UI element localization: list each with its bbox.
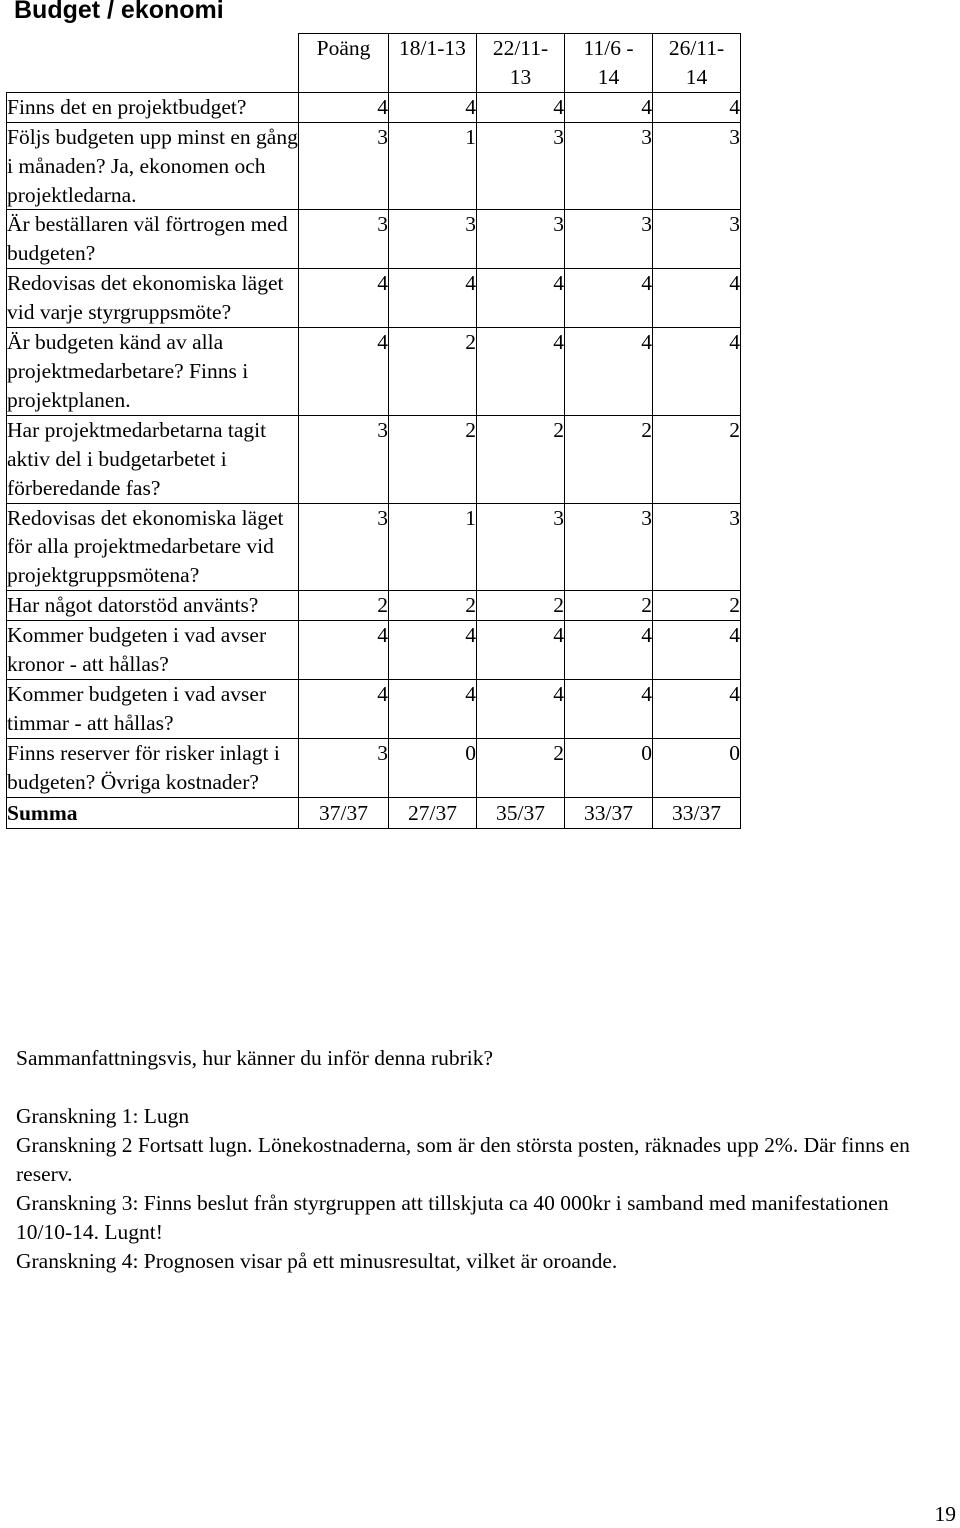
page-title: Budget / ekonomi xyxy=(14,0,224,24)
score-cell: 2 xyxy=(653,591,741,621)
score-cell: 4 xyxy=(477,92,565,122)
score-cell: 3 xyxy=(477,210,565,269)
sum-row xyxy=(7,797,741,828)
score-cell: 4 xyxy=(653,679,741,738)
score-cell: 4 xyxy=(653,92,741,122)
table-row xyxy=(7,503,741,591)
header-cell xyxy=(653,34,741,93)
header-cell xyxy=(389,34,477,93)
score-cell: 1 xyxy=(389,503,477,591)
question-cell: Har något datorstöd använts? xyxy=(7,591,299,621)
question-header-cell xyxy=(7,34,299,93)
header-label-cont: 14 xyxy=(597,64,620,89)
table-row xyxy=(7,415,741,503)
score-cell: 3 xyxy=(299,122,389,210)
score-cell: 4 xyxy=(299,92,389,122)
score-cell: 2 xyxy=(565,415,653,503)
table-header-row xyxy=(7,34,741,93)
score-cell: 3 xyxy=(299,415,389,503)
table-row xyxy=(7,621,741,680)
score-cell: 4 xyxy=(389,679,477,738)
score-cell: 4 xyxy=(477,621,565,680)
header-label: 22/11- xyxy=(492,36,549,60)
score-cell: 3 xyxy=(653,210,741,269)
summary-question: Sammanfattningsvis, hur känner du inför denna rubrik? xyxy=(16,1046,494,1070)
header-label: Poäng xyxy=(316,36,371,60)
score-cell: 4 xyxy=(477,679,565,738)
header-label-cont: 14 xyxy=(685,64,708,89)
page-number: 19 xyxy=(934,1502,956,1526)
header-label: 18/1-13 xyxy=(399,36,466,60)
sum-cell: 27/37 xyxy=(389,797,477,828)
score-cell: 4 xyxy=(565,269,653,328)
score-cell: 4 xyxy=(565,679,653,738)
score-cell: 4 xyxy=(653,621,741,680)
score-cell: 2 xyxy=(299,591,389,621)
table-row xyxy=(7,328,741,416)
score-cell: 2 xyxy=(477,738,565,797)
question-cell: Är budgeten känd av alla projektmedarbetare? Finns i projektplanen. xyxy=(7,328,299,416)
review-item: Granskning 1: Lugn xyxy=(16,1104,190,1128)
score-cell: 3 xyxy=(565,503,653,591)
score-cell: 3 xyxy=(299,503,389,591)
table-row xyxy=(7,738,741,797)
score-cell: 4 xyxy=(565,621,653,680)
score-cell: 4 xyxy=(389,621,477,680)
score-cell: 2 xyxy=(565,591,653,621)
sum-label: Summa xyxy=(7,797,299,828)
table-row xyxy=(7,269,741,328)
header-label: 26/11- xyxy=(668,36,725,60)
score-cell: 4 xyxy=(477,328,565,416)
question-cell: Följs budgeten upp minst en gång i månaden? Ja, ekonomen och projektledarna. xyxy=(7,122,299,210)
score-cell: 0 xyxy=(653,738,741,797)
score-cell: 2 xyxy=(477,415,565,503)
table-row xyxy=(7,591,741,621)
score-cell: 4 xyxy=(299,328,389,416)
sum-cell: 33/37 xyxy=(565,797,653,828)
sum-cell: 35/37 xyxy=(477,797,565,828)
header-cell xyxy=(477,34,565,93)
question-cell: Har projektmedarbetarna tagit aktiv del i budgetarbetet i förberedande fas? xyxy=(7,415,299,503)
review-item: Granskning 4: Prognosen visar på ett minusresultat, vilket är oroande. xyxy=(16,1249,618,1273)
score-cell: 0 xyxy=(389,738,477,797)
score-cell: 3 xyxy=(477,122,565,210)
question-cell: Redovisas det ekonomiska läget vid varje styrgruppsmöte? xyxy=(7,269,299,328)
table-row xyxy=(7,122,741,210)
budget-table xyxy=(6,33,741,829)
review-item: Granskning 2 Fortsatt lugn. Lönekostnaderna, som är den största posten, räknades upp 2%. Där finns en reserv. xyxy=(16,1133,910,1186)
score-cell: 2 xyxy=(477,591,565,621)
score-cell: 3 xyxy=(565,210,653,269)
score-cell: 4 xyxy=(299,621,389,680)
question-cell: Redovisas det ekonomiska läget för alla projektmedarbetare vid projektgruppsmötena? xyxy=(7,503,299,591)
question-cell: Finns det en projektbudget? xyxy=(7,92,299,122)
header-cell xyxy=(565,34,653,93)
table-row xyxy=(7,92,741,122)
score-cell: 4 xyxy=(653,269,741,328)
score-cell: 4 xyxy=(299,679,389,738)
score-cell: 2 xyxy=(389,591,477,621)
score-cell: 2 xyxy=(389,328,477,416)
table-row xyxy=(7,679,741,738)
score-cell: 4 xyxy=(565,328,653,416)
score-cell: 2 xyxy=(389,415,477,503)
score-cell: 0 xyxy=(565,738,653,797)
score-cell: 2 xyxy=(653,415,741,503)
question-cell: Finns reserver för risker inlagt i budgeten? Övriga kostnader? xyxy=(7,738,299,797)
header-cell xyxy=(299,34,389,93)
score-cell: 4 xyxy=(477,269,565,328)
score-cell: 3 xyxy=(477,503,565,591)
score-cell: 4 xyxy=(299,269,389,328)
header-label-cont: 13 xyxy=(509,64,532,89)
table-body xyxy=(7,92,741,828)
score-cell: 1 xyxy=(389,122,477,210)
score-cell: 4 xyxy=(389,92,477,122)
review-item: Granskning 3: Finns beslut från styrgruppen att tillskjuta ca 40 000kr i samband med manifestationen 10/10-14. Lugnt! xyxy=(16,1191,889,1244)
review-list xyxy=(16,1102,946,1276)
question-cell: Kommer budgeten i vad avser kronor - att hållas? xyxy=(7,621,299,680)
header-label: 11/6 - xyxy=(583,36,634,60)
score-cell: 4 xyxy=(389,269,477,328)
score-cell: 3 xyxy=(389,210,477,269)
question-cell: Kommer budgeten i vad avser timmar - att hållas? xyxy=(7,679,299,738)
score-cell: 4 xyxy=(565,92,653,122)
score-cell: 3 xyxy=(653,122,741,210)
score-cell: 3 xyxy=(565,122,653,210)
score-cell: 3 xyxy=(299,210,389,269)
question-cell: Är beställaren väl förtrogen med budgeten? xyxy=(7,210,299,269)
score-cell: 3 xyxy=(653,503,741,591)
score-cell: 3 xyxy=(299,738,389,797)
table-row xyxy=(7,210,741,269)
sum-cell: 33/37 xyxy=(653,797,741,828)
sum-cell: 37/37 xyxy=(299,797,389,828)
score-cell: 4 xyxy=(653,328,741,416)
